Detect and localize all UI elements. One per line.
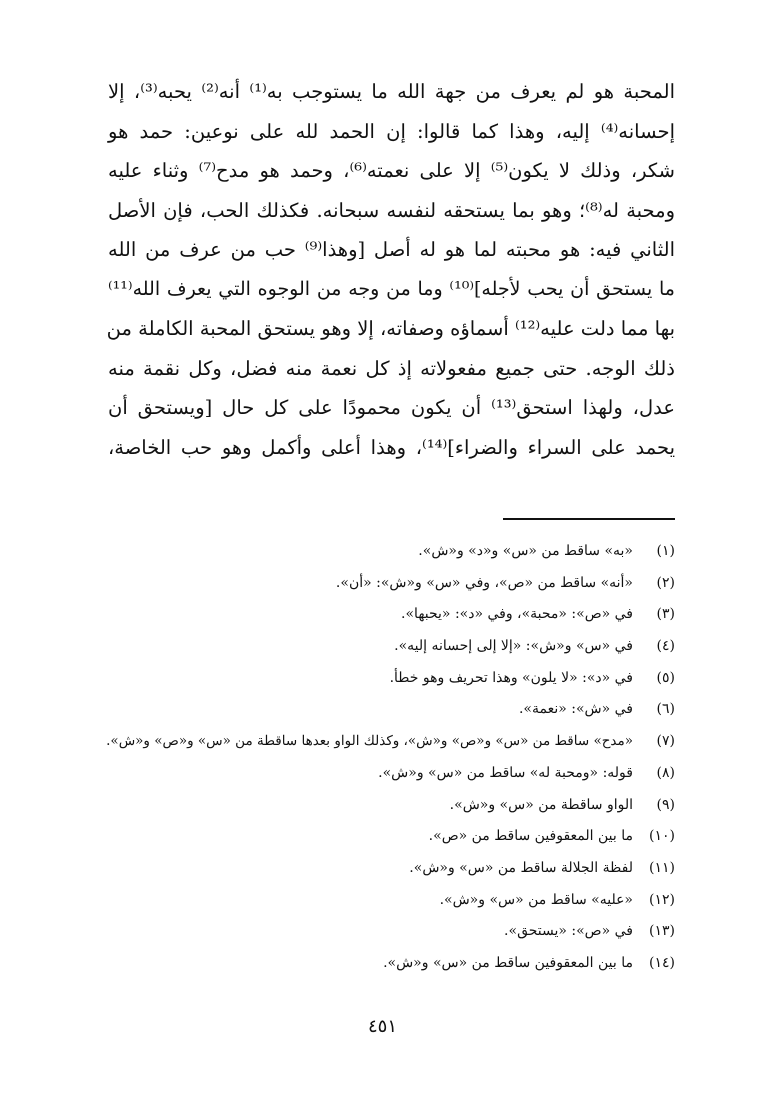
- body-line-10: يحمد على السراء والضراء]⁽¹⁴⁾، وهذا أعلى وأكمل وهو حب الخاصة،: [108, 435, 675, 459]
- footnote-6: [100, 694, 675, 726]
- footnote-number: (١٣): [649, 923, 675, 940]
- body-line-2: إحسانه⁽⁴⁾ إليه، وهذا كما قالوا: إن الحمد لله على نوعين: حمد هو: [108, 119, 675, 143]
- footnote-13: [100, 916, 675, 948]
- footnote-7: [100, 726, 675, 758]
- footnote-text: في «س» و«ش»: «إلا إلى إحسانه إليه».: [394, 638, 633, 655]
- page-number: ٤٥١: [367, 1016, 397, 1037]
- body-line-7: بها مما دلت عليه⁽¹²⁾ أسماؤه وصفاته، إلا وهو يستحق المحبة الكاملة من: [106, 317, 675, 340]
- footnote-number: (٢): [656, 574, 675, 591]
- footnote-number: (١٠): [649, 828, 675, 845]
- footnote-8: [100, 758, 675, 790]
- footnote-number: (٩): [656, 796, 675, 813]
- footnotes-list: [100, 536, 675, 980]
- footnote-number: (١٢): [649, 891, 675, 908]
- footnote-3: [100, 599, 675, 631]
- footnote-number: (١٤): [649, 954, 675, 971]
- body-line-1: المحبة هو لم يعرف من جهة الله ما يستوجب به⁽¹⁾ أنه⁽²⁾ يحبه⁽³⁾، إلا: [108, 80, 675, 103]
- footnote-number: (٥): [656, 669, 675, 686]
- footnote-text: في «د»: «لا يلون» وهذا تحريف وهو خطأ.: [389, 669, 633, 686]
- footnote-4: [100, 631, 675, 663]
- body-line-9: عدل، ولهذا استحق⁽¹³⁾ أن يكون محمودًا على كل حال [ويستحق أن: [108, 396, 675, 419]
- footnote-11: [100, 853, 675, 885]
- footnote-text: ما بين المعقوفين ساقط من «س» و«ش».: [383, 954, 633, 971]
- footnote-text: في «ص»: «محبة»، وفي «د»: «يحبها».: [401, 606, 633, 623]
- footnote-number: (١١): [649, 859, 675, 876]
- footnote-text: ما بين المعقوفين ساقط من «ص».: [428, 828, 633, 845]
- body-line-5: الثاني فيه: هو محبته لما هو له أصل [وهذا⁽⁹⁾ حب من عرف من الله: [108, 238, 675, 261]
- footnote-1: [100, 536, 675, 568]
- footnote-14: [100, 948, 675, 980]
- footnote-text: الواو ساقطة من «س» و«ش».: [449, 796, 633, 813]
- footnote-text: «أنه» ساقط من «ص»، وفي «س» و«ش»: «أن».: [335, 574, 633, 591]
- footnote-text: في «ص»: «يستحق».: [504, 923, 633, 940]
- body-line-6: ما يستحق أن يحب لأجله]⁽¹⁰⁾ وما من وجه من الوجوه التي يعرف الله⁽¹¹⁾: [108, 277, 675, 300]
- footnote-2: [100, 568, 675, 600]
- footnote-text: «عليه» ساقط من «س» و«ش».: [439, 891, 633, 908]
- footnote-divider: [503, 518, 675, 520]
- footnote-text: في «ش»: «نعمة».: [518, 701, 633, 718]
- footnote-number: (٨): [656, 764, 675, 781]
- main-text: [108, 72, 675, 467]
- footnote-number: (٦): [656, 701, 675, 718]
- footnote-text: «به» ساقط من «س» و«د» و«ش».: [418, 543, 633, 559]
- footnote-number: (١): [656, 543, 675, 559]
- footnote-text: لفظة الجلالة ساقط من «س» و«ش».: [409, 859, 633, 876]
- body-line-3: شكر، وذلك لا يكون⁽⁵⁾ إلا على نعمته⁽⁶⁾، وحمد هو مدح⁽⁷⁾ وثناء عليه: [108, 159, 675, 182]
- footnote-12: [100, 885, 675, 917]
- footnote-number: (٤): [656, 638, 675, 655]
- footnote-10: [100, 821, 675, 853]
- footnote-text: «مدح» ساقط من «س» و«ص» و«ش»، وكذلك الواو بعدها ساقطة من «س» و«ص» و«ش».: [106, 733, 633, 750]
- body-line-8: ذلك الوجه. حتى جميع مفعولاته إذ كل نعمة منه فضل، وكل نقمة منه: [108, 356, 675, 380]
- footnote-9: [100, 790, 675, 822]
- footnote-5: [100, 663, 675, 695]
- body-line-4: ومحبة له⁽⁸⁾؛ وهو بما يستحقه لنفسه سبحانه. فكذلك الحب، فإن الأصل: [108, 198, 675, 222]
- footnote-text: قوله: «ومحبة له» ساقط من «س» و«ش».: [378, 764, 633, 781]
- footnote-number: (٣): [656, 606, 675, 623]
- footnote-number: (٧): [656, 733, 675, 750]
